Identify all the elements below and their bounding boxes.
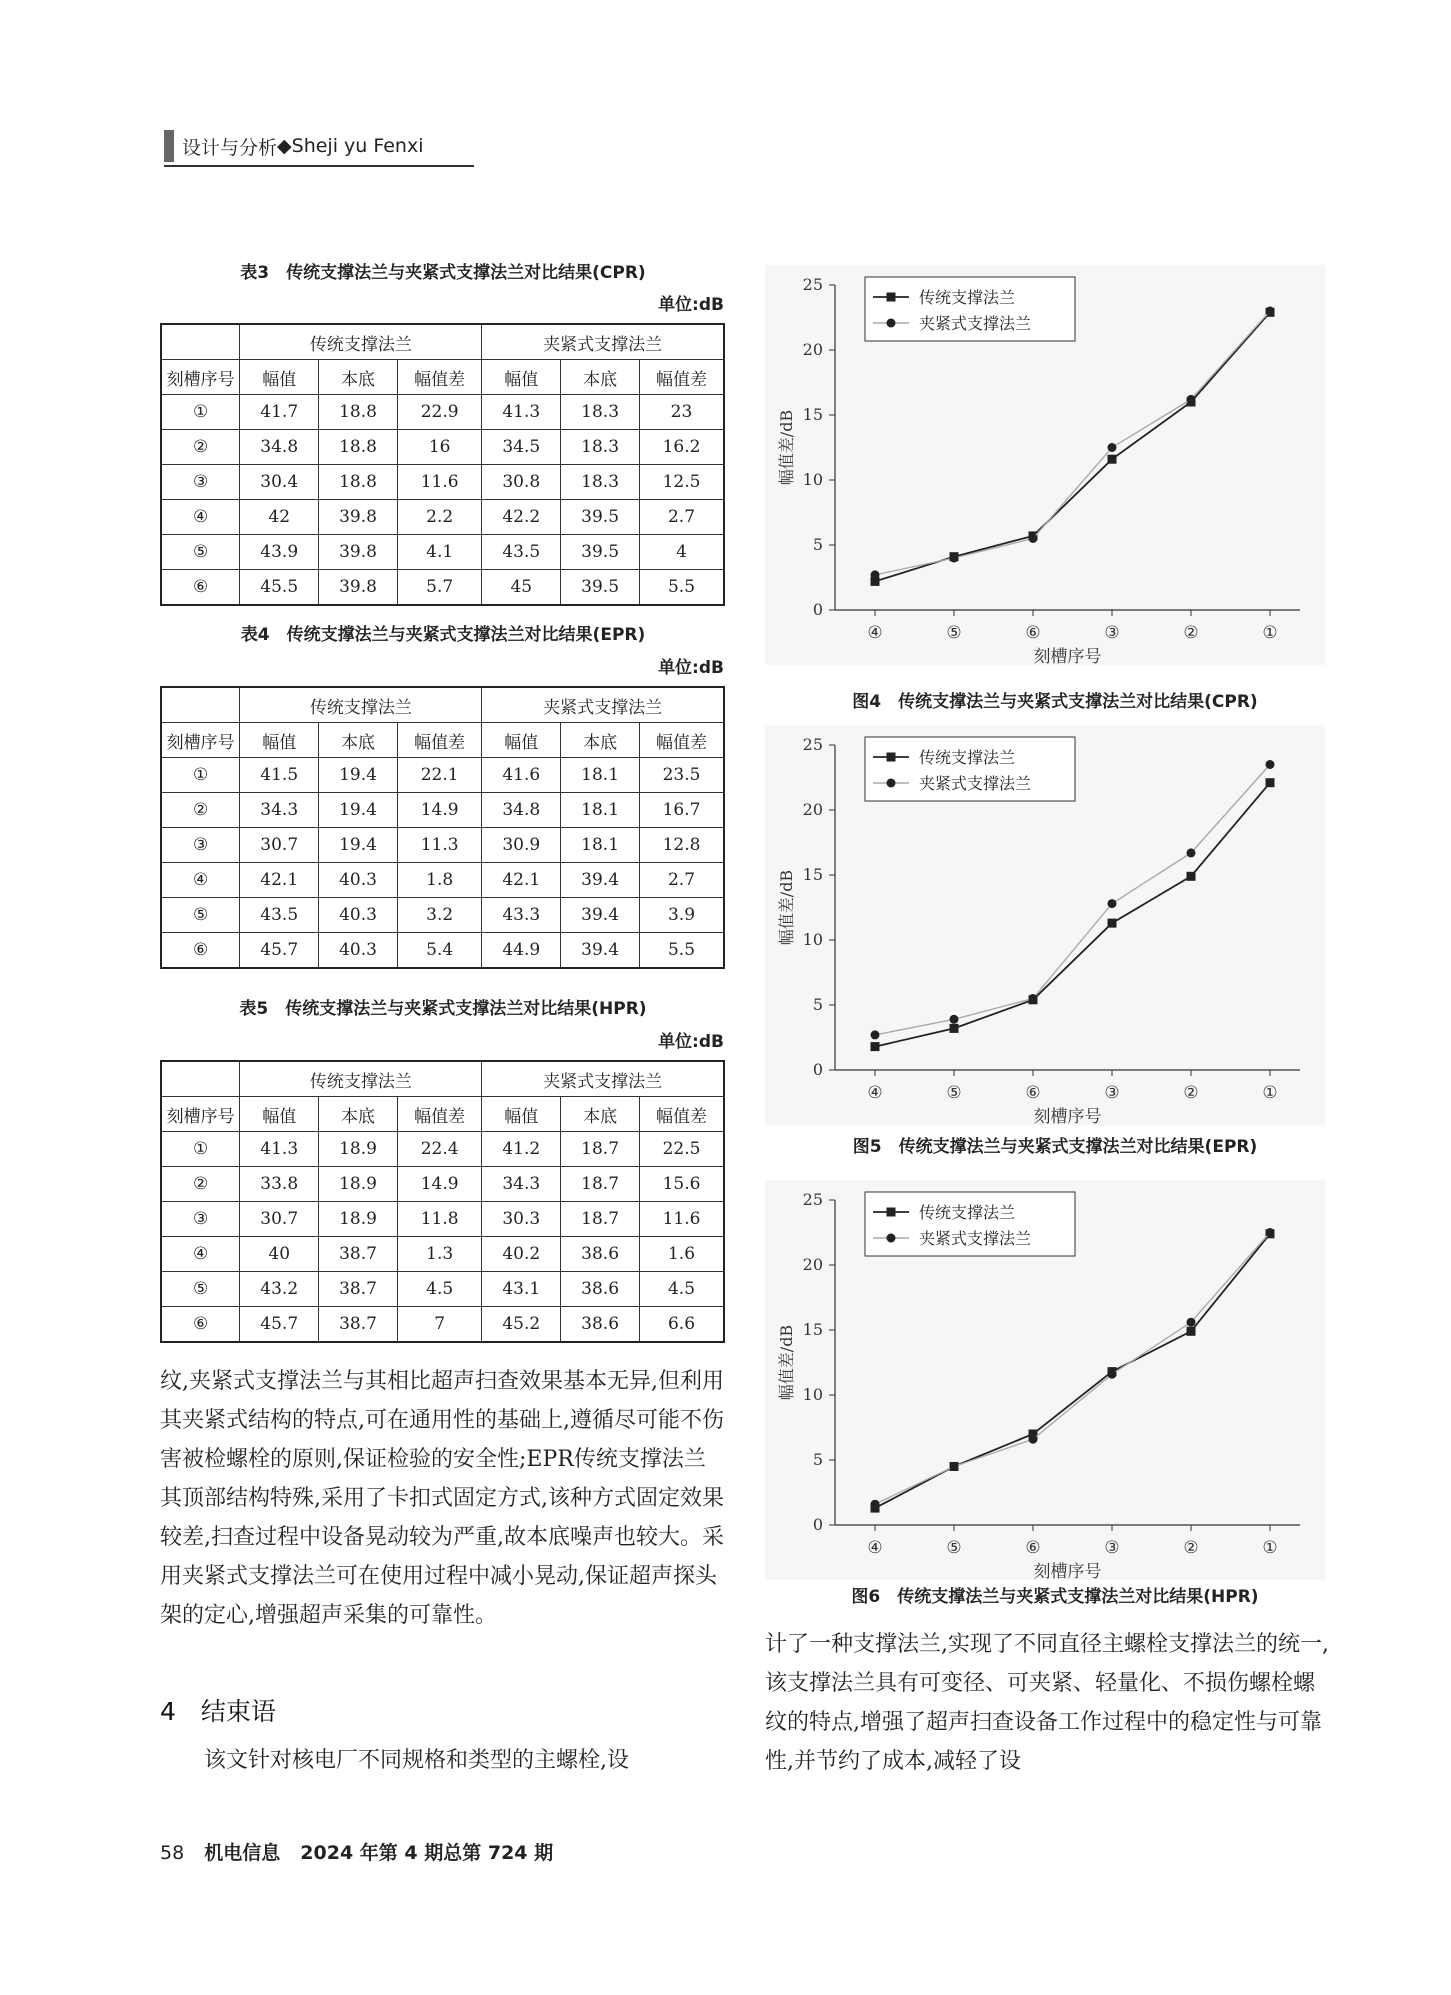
- y-tick-label: 25: [802, 735, 823, 754]
- table-row: [161, 793, 724, 828]
- value-cell: 5.4: [397, 933, 481, 969]
- column-header: 幅值差: [397, 723, 481, 758]
- column-header: 幅值: [482, 360, 561, 395]
- column-header: 本底: [561, 1097, 640, 1132]
- figure5-caption: 图5 传统支撑法兰与夹紧式支撑法兰对比结果(EPR): [852, 1137, 1258, 1157]
- value-cell: 40.3: [319, 898, 398, 933]
- series-line: [875, 765, 1270, 1035]
- header-rule: [164, 165, 474, 167]
- x-tick-label: ⑥: [1025, 623, 1041, 643]
- value-cell: 3.9: [640, 898, 725, 933]
- value-cell: 1.6: [640, 1237, 725, 1272]
- data-point-square: [950, 1024, 959, 1033]
- x-tick-label: ⑤: [946, 1083, 962, 1103]
- value-cell: 34.3: [240, 793, 319, 828]
- data-point-circle: [1187, 848, 1196, 857]
- value-cell: 23.5: [640, 758, 725, 793]
- slot-cell: ⑥: [161, 1307, 240, 1343]
- figure6-chart: [765, 1180, 1325, 1580]
- value-cell: 18.9: [319, 1167, 398, 1202]
- right-paragraph: 计了一种支撑法兰,实现了不同直径主螺栓支撑法兰的统一,该支撑法兰具有可变径、可夹紧、轻量化、不损伤螺栓螺纹的特点,增强了超声扫查设备工作过程中的稳定性与可靠性,并节约了成本,减轻了设: [765, 1632, 1329, 1774]
- slot-cell: ①: [161, 1132, 240, 1167]
- value-cell: 43.9: [240, 535, 319, 570]
- value-cell: 42: [240, 500, 319, 535]
- value-cell: 12.5: [640, 465, 725, 500]
- series-line: [875, 1233, 1270, 1505]
- column-header: 幅值差: [640, 723, 725, 758]
- table5-unit: 单位:dB: [658, 1032, 724, 1052]
- value-cell: 1.3: [397, 1237, 481, 1272]
- value-cell: 30.7: [240, 828, 319, 863]
- value-cell: 45.5: [240, 570, 319, 606]
- x-tick-label: ④: [867, 1083, 883, 1103]
- column-header: 本底: [561, 360, 640, 395]
- legend-label: 传统支撑法兰: [919, 288, 1016, 307]
- column-header: 幅值: [240, 1097, 319, 1132]
- data-point-circle: [1266, 307, 1275, 316]
- value-cell: 14.9: [397, 793, 481, 828]
- header-row: [161, 1061, 724, 1097]
- table-row: [161, 465, 724, 500]
- value-cell: 30.3: [482, 1202, 561, 1237]
- header-bar: [164, 130, 174, 162]
- value-cell: 23: [640, 395, 725, 430]
- series-line: [875, 783, 1270, 1047]
- column-header: 幅值差: [397, 360, 481, 395]
- value-cell: 5.7: [397, 570, 481, 606]
- table4-unit: 单位:dB: [658, 658, 724, 678]
- data-point-circle: [1029, 1435, 1038, 1444]
- group-header-clamp: 夹紧式支撑法兰: [482, 687, 724, 723]
- header-section: 设计与分析: [182, 136, 278, 159]
- value-cell: 18.9: [319, 1132, 398, 1167]
- value-cell: 43.2: [240, 1272, 319, 1307]
- value-cell: 14.9: [397, 1167, 481, 1202]
- value-cell: 42.1: [482, 863, 561, 898]
- value-cell: 45.2: [482, 1307, 561, 1343]
- column-header-row: [161, 360, 724, 395]
- value-cell: 38.7: [319, 1272, 398, 1307]
- corner-cell: [161, 687, 240, 723]
- figure6-caption: 图6 传统支撑法兰与夹紧式支撑法兰对比结果(HPR): [851, 1587, 1259, 1607]
- table-row: [161, 1272, 724, 1307]
- value-cell: 22.1: [397, 758, 481, 793]
- slot-cell: ⑤: [161, 898, 240, 933]
- legend-marker-circle: [887, 779, 896, 788]
- group-header-traditional: 传统支撑法兰: [240, 687, 482, 723]
- slot-cell: ⑥: [161, 570, 240, 606]
- value-cell: 18.7: [561, 1167, 640, 1202]
- y-tick-label: 15: [802, 865, 823, 884]
- slot-cell: ⑥: [161, 933, 240, 969]
- value-cell: 40.3: [319, 863, 398, 898]
- value-cell: 43.1: [482, 1272, 561, 1307]
- value-cell: 40.2: [482, 1237, 561, 1272]
- slot-cell: ④: [161, 863, 240, 898]
- value-cell: 22.4: [397, 1132, 481, 1167]
- value-cell: 18.9: [319, 1202, 398, 1237]
- value-cell: 45.7: [240, 1307, 319, 1343]
- value-cell: 4.5: [397, 1272, 481, 1307]
- table-row: [161, 828, 724, 863]
- column-header: 幅值: [482, 1097, 561, 1132]
- value-cell: 44.9: [482, 933, 561, 969]
- value-cell: 3.2: [397, 898, 481, 933]
- x-tick-label: ⑤: [946, 1538, 962, 1558]
- table3-unit: 单位:dB: [658, 295, 724, 315]
- value-cell: 2.7: [640, 500, 725, 535]
- group-header-clamp: 夹紧式支撑法兰: [482, 324, 724, 360]
- value-cell: 39.5: [561, 500, 640, 535]
- value-cell: 38.6: [561, 1237, 640, 1272]
- x-axis-label: 刻槽序号: [1033, 1562, 1102, 1580]
- value-cell: 22.9: [397, 395, 481, 430]
- conclusion-paragraph: 该文针对核电厂不同规格和类型的主螺栓,设: [160, 1748, 629, 1773]
- value-cell: 19.4: [319, 828, 398, 863]
- value-cell: 41.7: [240, 395, 319, 430]
- table-row: [161, 430, 724, 465]
- value-cell: 16: [397, 430, 481, 465]
- x-tick-label: ④: [867, 623, 883, 643]
- value-cell: 39.5: [561, 570, 640, 606]
- value-cell: 38.6: [561, 1272, 640, 1307]
- corner-cell: [161, 1061, 240, 1097]
- value-cell: 34.5: [482, 430, 561, 465]
- value-cell: 30.7: [240, 1202, 319, 1237]
- x-tick-label: ①: [1262, 1083, 1278, 1103]
- value-cell: 41.3: [240, 1132, 319, 1167]
- series-line: [875, 312, 1270, 581]
- y-tick-label: 10: [802, 470, 823, 489]
- value-cell: 39.4: [561, 898, 640, 933]
- value-cell: 39.4: [561, 933, 640, 969]
- value-cell: 18.3: [561, 465, 640, 500]
- table5-caption: 表5 传统支撑法兰与夹紧式支撑法兰对比结果(HPR): [239, 999, 647, 1019]
- value-cell: 11.3: [397, 828, 481, 863]
- y-tick-label: 20: [802, 1255, 823, 1274]
- table-row: [161, 1167, 724, 1202]
- value-cell: 45: [482, 570, 561, 606]
- value-cell: 16.2: [640, 430, 725, 465]
- table-row: [161, 1307, 724, 1343]
- slot-cell: ④: [161, 500, 240, 535]
- slot-cell: ④: [161, 1237, 240, 1272]
- value-cell: 19.4: [319, 758, 398, 793]
- value-cell: 11.6: [640, 1202, 725, 1237]
- data-point-circle: [1187, 1318, 1196, 1327]
- value-cell: 11.6: [397, 465, 481, 500]
- value-cell: 43.5: [240, 898, 319, 933]
- table4-caption: 表4 传统支撑法兰与夹紧式支撑法兰对比结果(EPR): [240, 625, 646, 645]
- value-cell: 43.3: [482, 898, 561, 933]
- group-header-traditional: 传统支撑法兰: [240, 324, 482, 360]
- column-header: 本底: [319, 723, 398, 758]
- data-point-circle: [1108, 1370, 1117, 1379]
- data-point-square: [871, 1042, 880, 1051]
- value-cell: 39.8: [319, 500, 398, 535]
- value-cell: 34.8: [482, 793, 561, 828]
- legend-label: 夹紧式支撑法兰: [919, 774, 1032, 793]
- value-cell: 22.5: [640, 1132, 725, 1167]
- legend-label: 夹紧式支撑法兰: [919, 1229, 1032, 1248]
- data-point-circle: [950, 1015, 959, 1024]
- value-cell: 18.8: [319, 395, 398, 430]
- value-cell: 18.3: [561, 430, 640, 465]
- legend-marker-square: [887, 753, 896, 762]
- figure4-chart: [765, 265, 1325, 665]
- y-tick-label: 5: [812, 1450, 823, 1469]
- journal-name: 机电信息: [204, 1842, 281, 1864]
- x-tick-label: ①: [1262, 1538, 1278, 1558]
- section-title: 4 结束语: [160, 1697, 276, 1726]
- column-header: 本底: [561, 723, 640, 758]
- value-cell: 39.4: [561, 863, 640, 898]
- value-cell: 12.8: [640, 828, 725, 863]
- y-tick-label: 0: [812, 1060, 823, 1079]
- table4: [160, 686, 725, 969]
- slot-cell: ①: [161, 395, 240, 430]
- table3: [160, 323, 725, 606]
- column-header: 幅值差: [640, 1097, 725, 1132]
- table-row: [161, 570, 724, 606]
- value-cell: 40: [240, 1237, 319, 1272]
- x-tick-label: ③: [1104, 1538, 1120, 1558]
- slot-cell: ①: [161, 758, 240, 793]
- table-row: [161, 758, 724, 793]
- value-cell: 30.8: [482, 465, 561, 500]
- value-cell: 5.5: [640, 933, 725, 969]
- data-point-circle: [950, 554, 959, 563]
- table-row: [161, 395, 724, 430]
- data-point-circle: [871, 570, 880, 579]
- value-cell: 19.4: [319, 793, 398, 828]
- group-header-clamp: 夹紧式支撑法兰: [482, 1061, 724, 1097]
- table-row: [161, 1202, 724, 1237]
- value-cell: 38.6: [561, 1307, 640, 1343]
- value-cell: 18.7: [561, 1132, 640, 1167]
- value-cell: 42.1: [240, 863, 319, 898]
- value-cell: 43.5: [482, 535, 561, 570]
- data-point-square: [1108, 919, 1117, 928]
- page-footer: [160, 1838, 553, 1865]
- value-cell: 18.1: [561, 758, 640, 793]
- page-number: 58: [160, 1842, 185, 1864]
- table-row: [161, 1132, 724, 1167]
- slot-cell: ②: [161, 430, 240, 465]
- value-cell: 41.6: [482, 758, 561, 793]
- data-point-circle: [1187, 395, 1196, 404]
- corner-cell: [161, 324, 240, 360]
- figure5-chart: [765, 725, 1325, 1125]
- legend-marker-square: [887, 293, 896, 302]
- data-point-square: [1108, 455, 1117, 464]
- x-tick-label: ①: [1262, 623, 1278, 643]
- table5: [160, 1060, 725, 1343]
- slot-cell: ⑤: [161, 1272, 240, 1307]
- data-point-circle: [871, 1500, 880, 1509]
- left-paragraph: 纹,夹紧式支撑法兰与其相比超声扫查效果基本无异,但利用其夹紧式结构的特点,可在通用性的基础上,遵循尽可能不伤害被检螺栓的原则,保证检验的安全性;EPR传统支撑法兰其顶部结构特殊,采用了卡扣式固定方式,该种方式固定效果较差,扫查过程中设备晃动较为严重,故本底噪声也较大。采用夹紧式支撑法兰可在使用过程中减小晃动,保证超声探头架的定心,增强超声采集的可靠性。: [160, 1369, 724, 1628]
- value-cell: 40.3: [319, 933, 398, 969]
- y-tick-label: 25: [802, 1190, 823, 1209]
- y-tick-label: 0: [812, 600, 823, 619]
- slot-cell: ②: [161, 1167, 240, 1202]
- column-header-row: [161, 723, 724, 758]
- value-cell: 15.6: [640, 1167, 725, 1202]
- y-tick-label: 5: [812, 995, 823, 1014]
- table-row: [161, 535, 724, 570]
- y-tick-label: 5: [812, 535, 823, 554]
- value-cell: 34.8: [240, 430, 319, 465]
- column-header: 幅值差: [397, 1097, 481, 1132]
- data-point-square: [1266, 778, 1275, 787]
- x-tick-label: ⑥: [1025, 1083, 1041, 1103]
- y-tick-label: 0: [812, 1515, 823, 1534]
- legend-marker-square: [887, 1208, 896, 1217]
- y-tick-label: 15: [802, 1320, 823, 1339]
- data-point-circle: [871, 1030, 880, 1039]
- slot-cell: ③: [161, 1202, 240, 1237]
- column-header: 幅值: [482, 723, 561, 758]
- legend-marker-circle: [887, 319, 896, 328]
- data-point-circle: [1266, 760, 1275, 769]
- column-header-slot: 刻槽序号: [161, 360, 240, 395]
- column-header: 本底: [319, 1097, 398, 1132]
- data-point-circle: [1108, 899, 1117, 908]
- header-row: [161, 687, 724, 723]
- header-diamond: ◆: [277, 135, 292, 157]
- value-cell: 18.7: [561, 1202, 640, 1237]
- value-cell: 39.8: [319, 570, 398, 606]
- data-point-circle: [1266, 1228, 1275, 1237]
- table3-caption: 表3 传统支撑法兰与夹紧式支撑法兰对比结果(CPR): [240, 263, 646, 283]
- y-tick-label: 10: [802, 1385, 823, 1404]
- value-cell: 38.7: [319, 1307, 398, 1343]
- value-cell: 38.7: [319, 1237, 398, 1272]
- table-row: [161, 863, 724, 898]
- x-axis-label: 刻槽序号: [1033, 647, 1102, 665]
- value-cell: 39.8: [319, 535, 398, 570]
- legend-marker-circle: [887, 1234, 896, 1243]
- y-tick-label: 20: [802, 340, 823, 359]
- value-cell: 4.1: [397, 535, 481, 570]
- value-cell: 30.9: [482, 828, 561, 863]
- issue-info: 2024 年第 4 期总第 724 期: [300, 1842, 554, 1864]
- column-header-slot: 刻槽序号: [161, 723, 240, 758]
- value-cell: 41.5: [240, 758, 319, 793]
- value-cell: 45.7: [240, 933, 319, 969]
- data-point-circle: [950, 1462, 959, 1471]
- header-row: [161, 324, 724, 360]
- x-tick-label: ③: [1104, 1083, 1120, 1103]
- table-row: [161, 933, 724, 969]
- x-tick-label: ②: [1183, 1083, 1199, 1103]
- value-cell: 41.2: [482, 1132, 561, 1167]
- value-cell: 33.8: [240, 1167, 319, 1202]
- group-header-traditional: 传统支撑法兰: [240, 1061, 482, 1097]
- value-cell: 6.6: [640, 1307, 725, 1343]
- data-point-square: [1187, 872, 1196, 881]
- slot-cell: ②: [161, 793, 240, 828]
- y-axis-label: 幅值差/dB: [777, 409, 796, 486]
- header-pinyin: Sheji yu Fenxi: [291, 135, 424, 157]
- y-tick-label: 25: [802, 275, 823, 294]
- y-axis-label: 幅值差/dB: [777, 1324, 796, 1401]
- x-axis-label: 刻槽序号: [1033, 1107, 1102, 1125]
- column-header-row: [161, 1097, 724, 1132]
- value-cell: 4.5: [640, 1272, 725, 1307]
- data-point-circle: [1108, 443, 1117, 452]
- column-header: 幅值差: [640, 360, 725, 395]
- table-row: [161, 898, 724, 933]
- x-tick-label: ④: [867, 1538, 883, 1558]
- x-tick-label: ②: [1183, 1538, 1199, 1558]
- value-cell: 18.8: [319, 465, 398, 500]
- column-header-slot: 刻槽序号: [161, 1097, 240, 1132]
- running-header: [164, 128, 424, 164]
- legend-label: 传统支撑法兰: [919, 748, 1016, 767]
- value-cell: 5.5: [640, 570, 725, 606]
- value-cell: 18.8: [319, 430, 398, 465]
- table-row: [161, 500, 724, 535]
- slot-cell: ③: [161, 828, 240, 863]
- value-cell: 7: [397, 1307, 481, 1343]
- value-cell: 39.5: [561, 535, 640, 570]
- x-tick-label: ②: [1183, 623, 1199, 643]
- slot-cell: ⑤: [161, 535, 240, 570]
- slot-cell: ③: [161, 465, 240, 500]
- x-tick-label: ③: [1104, 623, 1120, 643]
- y-tick-label: 10: [802, 930, 823, 949]
- table-row: [161, 1237, 724, 1272]
- value-cell: 2.2: [397, 500, 481, 535]
- value-cell: 41.3: [482, 395, 561, 430]
- value-cell: 42.2: [482, 500, 561, 535]
- value-cell: 18.3: [561, 395, 640, 430]
- value-cell: 11.8: [397, 1202, 481, 1237]
- data-point-circle: [1029, 534, 1038, 543]
- y-tick-label: 20: [802, 800, 823, 819]
- value-cell: 30.4: [240, 465, 319, 500]
- value-cell: 18.1: [561, 793, 640, 828]
- figure4-caption: 图4 传统支撑法兰与夹紧式支撑法兰对比结果(CPR): [852, 692, 1258, 712]
- column-header: 本底: [319, 360, 398, 395]
- y-tick-label: 15: [802, 405, 823, 424]
- column-header: 幅值: [240, 723, 319, 758]
- value-cell: 2.7: [640, 863, 725, 898]
- x-tick-label: ⑤: [946, 623, 962, 643]
- x-tick-label: ⑥: [1025, 1538, 1041, 1558]
- legend-label: 传统支撑法兰: [919, 1203, 1016, 1222]
- value-cell: 18.1: [561, 828, 640, 863]
- value-cell: 16.7: [640, 793, 725, 828]
- value-cell: 4: [640, 535, 725, 570]
- y-axis-label: 幅值差/dB: [777, 869, 796, 946]
- legend-label: 夹紧式支撑法兰: [919, 314, 1032, 333]
- value-cell: 1.8: [397, 863, 481, 898]
- series-line: [875, 311, 1270, 575]
- value-cell: 34.3: [482, 1167, 561, 1202]
- column-header: 幅值: [240, 360, 319, 395]
- data-point-circle: [1029, 994, 1038, 1003]
- data-point-square: [1187, 1327, 1196, 1336]
- series-line: [875, 1234, 1270, 1508]
